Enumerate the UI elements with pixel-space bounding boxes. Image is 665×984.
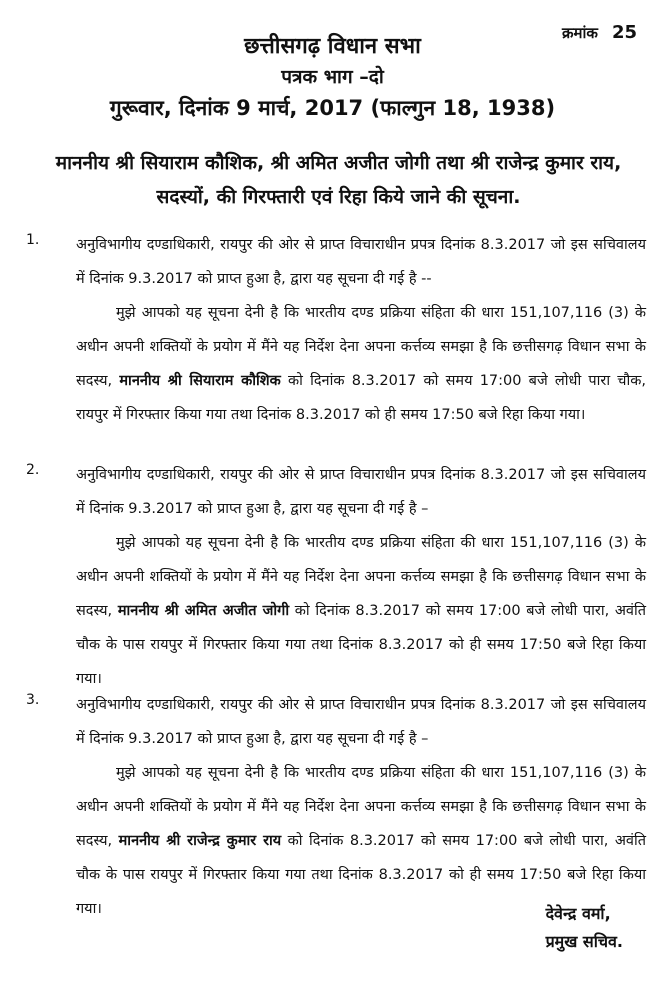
signatory-designation: प्रमुख सचिव. xyxy=(545,932,623,951)
notice-subject: माननीय श्री सियाराम कौशिक, श्री अमित अजीत जोगी तथा श्री राजेन्द्र कुमार राय, सदस्यों, की गिरफ्तारी एवं रिहा किये जाने की सूचना. xyxy=(55,152,622,208)
item-body xyxy=(76,458,646,696)
item-text-pre: मुझे आपको यह सूचना देनी है कि भारतीय दण्ड प्रक्रिया संहिता की धारा 151,107,116 (3) के अधीन अपनी शक्तियों के प्रयोग में मैंने यह निर्देश देना अपना कर्त्तव्य समझा है कि छत्तीसगढ़ विधान सभा के सदस्य, xyxy=(76,535,646,619)
item-detail xyxy=(76,526,646,696)
item-intro: अनुविभागीय दण्डाधिकारी, रायपुर की ओर से प्राप्त विचाराधीन प्रपत्र दिनांक 8.3.2017 जो इस सचिवालय में दिनांक 9.3.2017 को प्राप्त हुआ है, द्वारा यह सूचना दी गई है -- xyxy=(76,237,646,287)
bulletin-part: पत्रक भाग –दो xyxy=(281,66,384,88)
signature-block xyxy=(546,900,623,956)
item-text-pre: मुझे आपको यह सूचना देनी है कि भारतीय दण्ड प्रक्रिया संहिता की धारा 151,107,116 (3) के अधीन अपनी शक्तियों के प्रयोग में मैंने यह निर्देश देना अपना कर्त्तव्य समझा है कि छत्तीसगढ़ विधान सभा के सदस्य, xyxy=(76,305,646,389)
member-name: माननीय श्री राजेन्द्र कुमार राय xyxy=(118,833,282,849)
item-text-post: को दिनांक 8.3.2017 को समय 17:00 बजे लोधी पारा चौक, रायपुर में गिरफ्तार किया गया तथा दिनांक 8.3.2017 को ही समय 17:50 बजे रिहा किया गया। xyxy=(76,373,647,423)
item-body xyxy=(76,228,646,432)
bulletin-date: गुरूवार, दिनांक 9 मार्च, 2017 (फाल्गुन 18, 1938) xyxy=(109,96,556,120)
assembly-title: छत्तीसगढ़ विधान सभा xyxy=(244,34,421,59)
item-text-pre: मुझे आपको यह सूचना देनी है कि भारतीय दण्ड प्रक्रिया संहिता की धारा 151,107,116 (3) के अधीन अपनी शक्तियों के प्रयोग में मैंने यह निर्देश देना अपना कर्त्तव्य समझा है कि छत्तीसगढ़ विधान सभा के सदस्य, xyxy=(76,765,646,849)
item-number: 3. xyxy=(26,692,40,708)
serial-label: क्रमांक xyxy=(562,24,598,42)
item-text-post: को दिनांक 8.3.2017 को समय 17:00 बजे लोधी पारा, अवंति चौक के पास रायपुर में गिरफ्तार किया गया तथा दिनांक 8.3.2017 को ही समय 17:50 बजे रिहा किया गया। xyxy=(76,603,647,687)
item-text-post: को दिनांक 8.3.2017 को समय 17:00 बजे लोधी पारा, अवंति चौक के पास रायपुर में गिरफ्तार किया गया तथा दिनांक 8.3.2017 को ही समय 17:50 बजे रिहा किया गया। xyxy=(76,833,646,917)
item-intro: अनुविभागीय दण्डाधिकारी, रायपुर की ओर से प्राप्त विचाराधीन प्रपत्र दिनांक 8.3.2017 जो इस सचिवालय में दिनांक 9.3.2017 को प्राप्त हुआ है, द्वारा यह सूचना दी गई है – xyxy=(76,697,646,747)
signatory-name: देवेन्द्र वर्मा, xyxy=(545,904,611,923)
serial-number: 25 xyxy=(611,22,637,43)
item-detail xyxy=(76,296,646,432)
member-name: माननीय श्री अमित अजीत जोगी xyxy=(117,603,290,619)
item-intro: अनुविभागीय दण्डाधिकारी, रायपुर की ओर से प्राप्त विचाराधीन प्रपत्र दिनांक 8.3.2017 जो इस सचिवालय में दिनांक 9.3.2017 को प्राप्त हुआ है, द्वारा यह सूचना दी गई है – xyxy=(76,467,646,517)
item-body xyxy=(76,688,646,926)
item-number: 1. xyxy=(26,232,40,248)
member-name: माननीय श्री सियाराम कौशिक xyxy=(119,373,281,389)
item-number: 2. xyxy=(26,462,40,478)
